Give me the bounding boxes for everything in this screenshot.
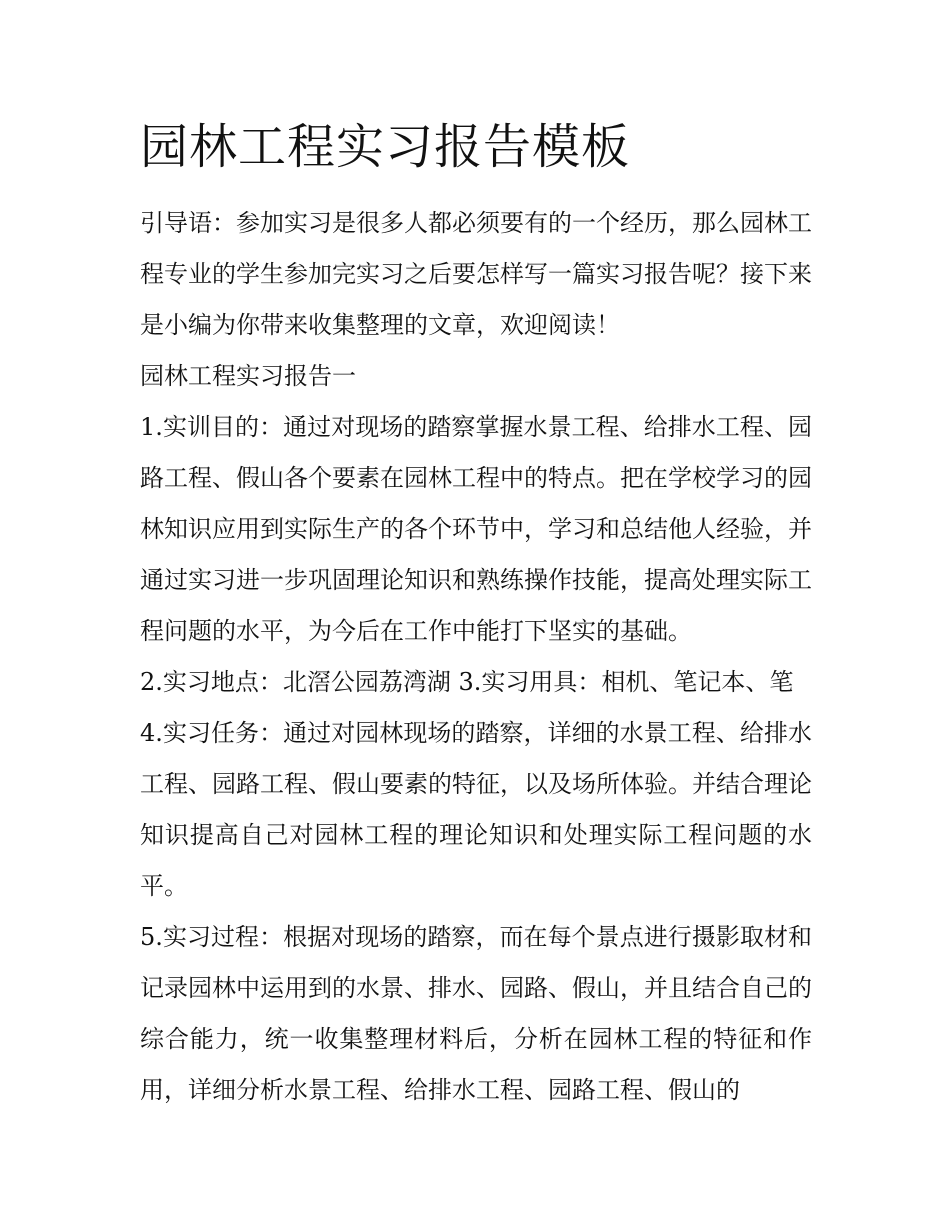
training-purpose-paragraph: 1.实训目的：通过对现场的踏察掌握水景工程、给排水工程、园路工程、假山各个要素在园林工程中的特点。把在学校学习的园林知识应用到实际生产的各个环节中，学习和总结他人经验，并通过实习进一步巩固理论知识和熟练操作技能，提高处理实际工程问题的水平，为今后在工作中能打下坚实的基础。: [140, 413, 812, 645]
document-body: [140, 198, 812, 1116]
internship-task-paragraph: 4.实习任务：通过对园林现场的踏察，详细的水景工程、给排水工程、园路工程、假山要素的特征，以及场所体验。并结合理论知识提高自己对园林工程的理论知识和处理实际工程问题的水平。: [140, 719, 812, 900]
section-heading: 园林工程实习报告一: [140, 362, 356, 390]
intro-paragraph: 引导语：参加实习是很多人都必须要有的一个经历，那么园林工程专业的学生参加完实习之后要怎样写一篇实习报告呢？接下来是小编为你带来收集整理的文章，欢迎阅读！: [140, 209, 812, 339]
document-title: 园林工程实习报告模板: [140, 119, 631, 175]
internship-process-paragraph: 5.实习过程：根据对现场的踏察，而在每个景点进行摄影取材和记录园林中运用到的水景、排水、园路、假山，并且结合自己的综合能力，统一收集整理材料后，分析在园林工程的特征和作用，详细分析水景工程、给排水工程、园路工程、假山的: [140, 923, 812, 1104]
location-tools-paragraph: 2.实习地点：北滘公园荔湾湖 3.实习用具：相机、笔记本、笔: [140, 668, 794, 696]
